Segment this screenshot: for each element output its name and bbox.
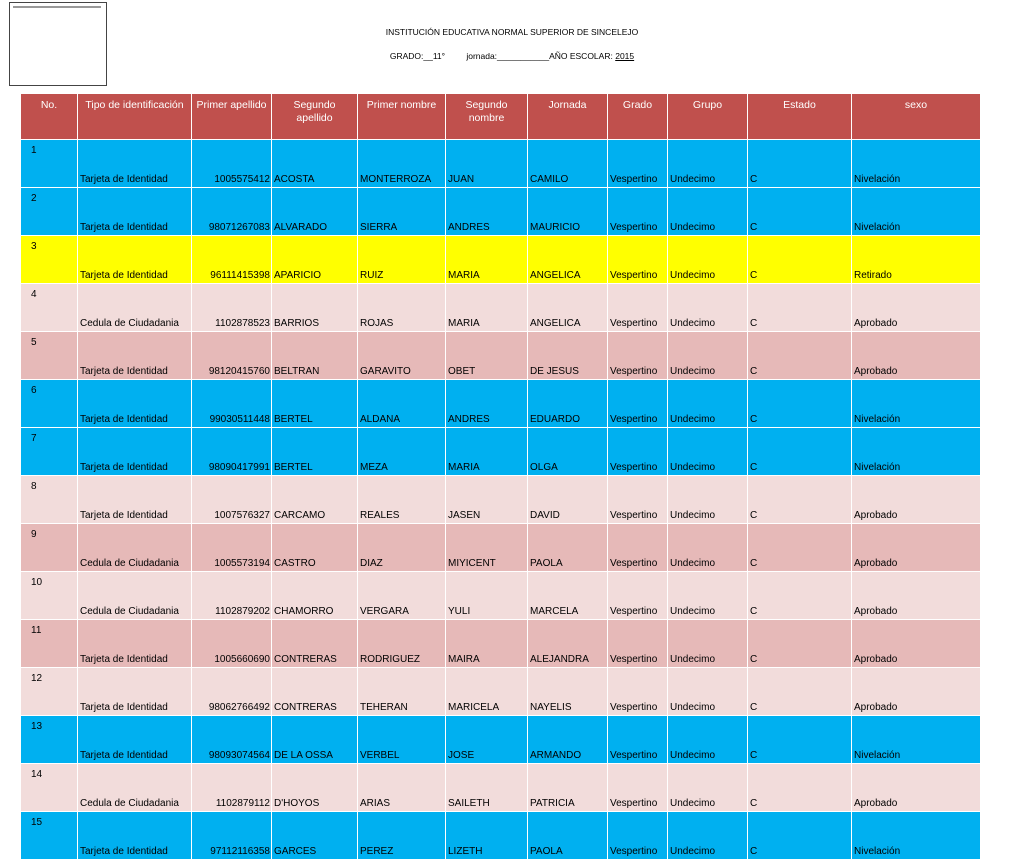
cell-primer-nombre: ANDRES xyxy=(446,380,528,428)
cell-segundo-nombre: ANGELICA xyxy=(528,284,608,332)
cell-primer-apellido: BERTEL xyxy=(272,428,358,476)
logo-box xyxy=(9,2,107,86)
cell-id-number: 97112116358 xyxy=(192,812,272,860)
cell-primer-apellido: D'HOYOS xyxy=(272,764,358,812)
cell-primer-apellido: CHAMORRO xyxy=(272,572,358,620)
cell-grupo: C xyxy=(748,812,852,860)
cell-segundo-apellido: TEHERAN xyxy=(358,668,446,716)
cell-segundo-apellido: RUIZ xyxy=(358,236,446,284)
cell-estado: Aprobado xyxy=(852,572,981,620)
cell-id-number: 1005660690 xyxy=(192,620,272,668)
cell-segundo-apellido: ALDANA xyxy=(358,380,446,428)
institution-title: INSTITUCIÓN EDUCATIVA NORMAL SUPERIOR DE SINCELEJO xyxy=(385,27,639,37)
row-number: 15 xyxy=(21,812,78,860)
cell-grado: Undecimo xyxy=(668,668,748,716)
cell-estado: Aprobado xyxy=(852,620,981,668)
cell-grado: Undecimo xyxy=(668,572,748,620)
cell-grado: Undecimo xyxy=(668,428,748,476)
cell-primer-apellido: BERTEL xyxy=(272,380,358,428)
cell-estado: Aprobado xyxy=(852,524,981,572)
cell-segundo-nombre: ANGELICA xyxy=(528,236,608,284)
cell-grado: Undecimo xyxy=(668,236,748,284)
cell-grado: Undecimo xyxy=(668,380,748,428)
cell-jornada: Vespertino xyxy=(608,572,668,620)
cell-primer-apellido: CONTRERAS xyxy=(272,620,358,668)
table-row xyxy=(21,284,981,332)
col-header-primer-nombre: Primer nombre xyxy=(358,94,446,140)
cell-segundo-nombre: DAVID xyxy=(528,476,608,524)
cell-primer-nombre: YULI xyxy=(446,572,528,620)
table-row xyxy=(21,524,981,572)
cell-segundo-nombre: OLGA xyxy=(528,428,608,476)
cell-id-number: 1005573194 xyxy=(192,524,272,572)
col-header-primer-apellido: Primer apellido xyxy=(192,94,272,140)
cell-estado: Aprobado xyxy=(852,764,981,812)
row-number: 13 xyxy=(21,716,78,764)
cell-grado: Undecimo xyxy=(668,812,748,860)
table-header-row xyxy=(21,94,981,140)
cell-primer-nombre: MARIA xyxy=(446,284,528,332)
cell-segundo-apellido: GARAVITO xyxy=(358,332,446,380)
cell-tipo: Tarjeta de Identidad xyxy=(78,716,192,764)
cell-segundo-nombre: DE JESUS xyxy=(528,332,608,380)
cell-segundo-nombre: NAYELIS xyxy=(528,668,608,716)
cell-segundo-apellido: VERBEL xyxy=(358,716,446,764)
cell-segundo-nombre: ARMANDO xyxy=(528,716,608,764)
cell-grupo: C xyxy=(748,188,852,236)
cell-segundo-nombre: PATRICIA xyxy=(528,764,608,812)
col-header-no: No. xyxy=(21,94,78,140)
cell-id-number: 98062766492 xyxy=(192,668,272,716)
row-number: 5 xyxy=(21,332,78,380)
cell-primer-apellido: GARCES xyxy=(272,812,358,860)
col-header-segundo-nombre: Segundo nombre xyxy=(446,94,528,140)
cell-segundo-nombre: MARCELA xyxy=(528,572,608,620)
cell-primer-nombre: JASEN xyxy=(446,476,528,524)
cell-tipo: Tarjeta de Identidad xyxy=(78,812,192,860)
row-number: 2 xyxy=(21,188,78,236)
col-header-tipo: Tipo de identificación xyxy=(78,94,192,140)
course-info-line xyxy=(0,51,1024,61)
cell-primer-apellido: CASTRO xyxy=(272,524,358,572)
cell-primer-nombre: JUAN xyxy=(446,140,528,188)
students-table xyxy=(20,93,981,860)
cell-grado: Undecimo xyxy=(668,332,748,380)
row-number: 7 xyxy=(21,428,78,476)
cell-estado: Aprobado xyxy=(852,284,981,332)
cell-id-number: 98090417991 xyxy=(192,428,272,476)
cell-jornada: Vespertino xyxy=(608,428,668,476)
cell-segundo-apellido: SIERRA xyxy=(358,188,446,236)
row-number: 12 xyxy=(21,668,78,716)
cell-grado: Undecimo xyxy=(668,764,748,812)
cell-segundo-apellido: VERGARA xyxy=(358,572,446,620)
cell-grupo: C xyxy=(748,476,852,524)
cell-tipo: Tarjeta de Identidad xyxy=(78,188,192,236)
cell-jornada: Vespertino xyxy=(608,476,668,524)
cell-id-number: 1007576327 xyxy=(192,476,272,524)
cell-estado: Nivelación xyxy=(852,380,981,428)
cell-primer-apellido: CARCAMO xyxy=(272,476,358,524)
cell-segundo-apellido: MONTERROZA xyxy=(358,140,446,188)
cell-jornada: Vespertino xyxy=(608,668,668,716)
cell-estado: Aprobado xyxy=(852,668,981,716)
row-number: 4 xyxy=(21,284,78,332)
ano-label: AÑO ESCOLAR: xyxy=(549,51,613,61)
cell-tipo: Tarjeta de Identidad xyxy=(78,620,192,668)
cell-grado: Undecimo xyxy=(668,620,748,668)
cell-primer-apellido: BARRIOS xyxy=(272,284,358,332)
cell-id-number: 1102879202 xyxy=(192,572,272,620)
cell-segundo-apellido: MEZA xyxy=(358,428,446,476)
ano-value: 2015 xyxy=(615,51,635,61)
cell-primer-apellido: ALVARADO xyxy=(272,188,358,236)
cell-estado: Retirado xyxy=(852,236,981,284)
cell-tipo: Tarjeta de Identidad xyxy=(78,236,192,284)
cell-tipo: Cedula de Ciudadania xyxy=(78,572,192,620)
logo-caption-line xyxy=(13,6,101,8)
cell-grupo: C xyxy=(748,332,852,380)
cell-segundo-apellido: ARIAS xyxy=(358,764,446,812)
cell-grado: Undecimo xyxy=(668,524,748,572)
row-number: 11 xyxy=(21,620,78,668)
table-row xyxy=(21,428,981,476)
row-number: 8 xyxy=(21,476,78,524)
cell-segundo-nombre: ALEJANDRA xyxy=(528,620,608,668)
cell-jornada: Vespertino xyxy=(608,140,668,188)
cell-primer-apellido: CONTRERAS xyxy=(272,668,358,716)
cell-primer-nombre: MAIRA xyxy=(446,620,528,668)
cell-id-number: 98120415760 xyxy=(192,332,272,380)
cell-estado: Aprobado xyxy=(852,476,981,524)
col-header-sexo: sexo xyxy=(852,94,981,140)
cell-tipo: Cedula de Ciudadania xyxy=(78,284,192,332)
cell-primer-nombre: OBET xyxy=(446,332,528,380)
cell-grupo: C xyxy=(748,284,852,332)
cell-jornada: Vespertino xyxy=(608,236,668,284)
col-header-grado: Grado xyxy=(608,94,668,140)
cell-grado: Undecimo xyxy=(668,284,748,332)
cell-primer-nombre: MARIA xyxy=(446,428,528,476)
table-row xyxy=(21,476,981,524)
cell-grupo: C xyxy=(748,716,852,764)
table-row xyxy=(21,140,981,188)
table-row xyxy=(21,620,981,668)
cell-segundo-nombre: PAOLA xyxy=(528,524,608,572)
grado-label: GRADO: xyxy=(389,51,424,61)
jornada-blank: ___________ xyxy=(497,51,550,61)
cell-segundo-nombre: CAMILO xyxy=(528,140,608,188)
cell-jornada: Vespertino xyxy=(608,524,668,572)
cell-id-number: 1102878523 xyxy=(192,284,272,332)
cell-primer-nombre: ANDRES xyxy=(446,188,528,236)
cell-jornada: Vespertino xyxy=(608,620,668,668)
row-number: 9 xyxy=(21,524,78,572)
cell-estado: Aprobado xyxy=(852,332,981,380)
cell-grado: Undecimo xyxy=(668,476,748,524)
grado-value: __11° xyxy=(423,51,446,61)
row-number: 10 xyxy=(21,572,78,620)
cell-id-number: 98093074564 xyxy=(192,716,272,764)
cell-primer-nombre: MIYICENT xyxy=(446,524,528,572)
table-row xyxy=(21,380,981,428)
cell-grupo: C xyxy=(748,764,852,812)
cell-grado: Undecimo xyxy=(668,716,748,764)
cell-segundo-apellido: RODRIGUEZ xyxy=(358,620,446,668)
cell-primer-apellido: BELTRAN xyxy=(272,332,358,380)
cell-segundo-apellido: REALES xyxy=(358,476,446,524)
cell-estado: Nivelación xyxy=(852,188,981,236)
cell-estado: Nivelación xyxy=(852,428,981,476)
table-row xyxy=(21,572,981,620)
cell-primer-apellido: APARICIO xyxy=(272,236,358,284)
table-row xyxy=(21,716,981,764)
cell-grupo: C xyxy=(748,380,852,428)
cell-jornada: Vespertino xyxy=(608,284,668,332)
cell-grado: Undecimo xyxy=(668,188,748,236)
cell-jornada: Vespertino xyxy=(608,812,668,860)
cell-estado: Nivelación xyxy=(852,140,981,188)
table-row xyxy=(21,812,981,860)
row-number: 6 xyxy=(21,380,78,428)
cell-id-number: 98071267083 xyxy=(192,188,272,236)
cell-primer-nombre: JOSE xyxy=(446,716,528,764)
cell-grupo: C xyxy=(748,668,852,716)
cell-tipo: Tarjeta de Identidad xyxy=(78,380,192,428)
cell-primer-nombre: SAILETH xyxy=(446,764,528,812)
cell-grupo: C xyxy=(748,620,852,668)
cell-tipo: Tarjeta de Identidad xyxy=(78,476,192,524)
cell-jornada: Vespertino xyxy=(608,380,668,428)
cell-primer-nombre: MARICELA xyxy=(446,668,528,716)
cell-grupo: C xyxy=(748,140,852,188)
cell-primer-nombre: MARIA xyxy=(446,236,528,284)
row-number: 14 xyxy=(21,764,78,812)
table-row xyxy=(21,188,981,236)
col-header-estado: Estado xyxy=(748,94,852,140)
cell-tipo: Tarjeta de Identidad xyxy=(78,428,192,476)
cell-id-number: 1102879112 xyxy=(192,764,272,812)
cell-segundo-apellido: ROJAS xyxy=(358,284,446,332)
cell-segundo-nombre: EDUARDO xyxy=(528,380,608,428)
cell-segundo-nombre: PAOLA xyxy=(528,812,608,860)
cell-segundo-apellido: DIAZ xyxy=(358,524,446,572)
cell-estado: Nivelación xyxy=(852,812,981,860)
table-row xyxy=(21,236,981,284)
cell-primer-apellido: DE LA OSSA xyxy=(272,716,358,764)
cell-grupo: C xyxy=(748,236,852,284)
cell-segundo-nombre: MAURICIO xyxy=(528,188,608,236)
cell-primer-nombre: LIZETH xyxy=(446,812,528,860)
cell-tipo: Tarjeta de Identidad xyxy=(78,668,192,716)
cell-jornada: Vespertino xyxy=(608,764,668,812)
row-number: 1 xyxy=(21,140,78,188)
col-header-jornada: Jornada xyxy=(528,94,608,140)
table-row xyxy=(21,668,981,716)
cell-estado: Nivelación xyxy=(852,716,981,764)
cell-tipo: Tarjeta de Identidad xyxy=(78,332,192,380)
table-row xyxy=(21,332,981,380)
cell-tipo: Cedula de Ciudadania xyxy=(78,524,192,572)
cell-jornada: Vespertino xyxy=(608,332,668,380)
row-number: 3 xyxy=(21,236,78,284)
cell-tipo: Tarjeta de Identidad xyxy=(78,140,192,188)
cell-jornada: Vespertino xyxy=(608,716,668,764)
col-header-grupo: Grupo xyxy=(668,94,748,140)
jornada-label: jornada: xyxy=(466,51,498,61)
cell-segundo-apellido: PEREZ xyxy=(358,812,446,860)
cell-grupo: C xyxy=(748,428,852,476)
cell-tipo: Cedula de Ciudadania xyxy=(78,764,192,812)
cell-jornada: Vespertino xyxy=(608,188,668,236)
cell-id-number: 96111415398 xyxy=(192,236,272,284)
cell-id-number: 1005575412 xyxy=(192,140,272,188)
cell-grupo: C xyxy=(748,572,852,620)
cell-grupo: C xyxy=(748,524,852,572)
cell-id-number: 99030511448 xyxy=(192,380,272,428)
col-header-segundo-apellido: Segundo apellido xyxy=(272,94,358,140)
cell-grado: Undecimo xyxy=(668,140,748,188)
cell-primer-apellido: ACOSTA xyxy=(272,140,358,188)
table-row xyxy=(21,764,981,812)
